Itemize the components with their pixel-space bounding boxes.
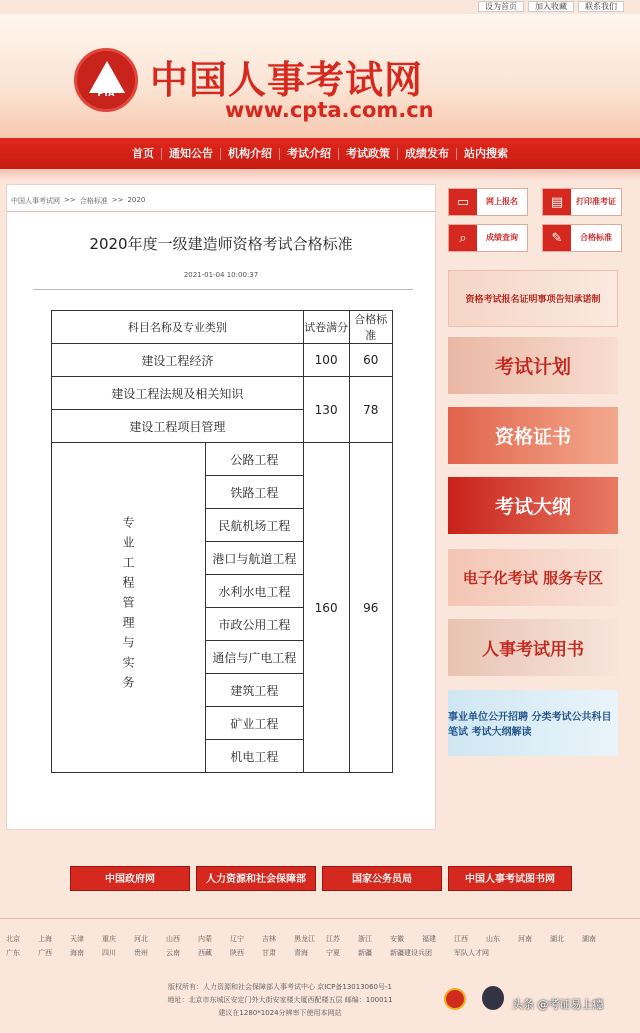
banner-exam-plan[interactable]: 考试计划 xyxy=(448,337,618,394)
banner-e-exam[interactable]: 电子化考试 服务专区 xyxy=(448,549,618,606)
table-row: 通信与广电工程 xyxy=(52,641,393,674)
nav-policy[interactable]: 考试政策 xyxy=(339,148,398,160)
table-row: 铁路工程 xyxy=(52,476,393,509)
pta-logo[interactable] xyxy=(74,48,138,112)
breadcrumb: 中国人事考试网 >> 合格标准 >> 2020 xyxy=(11,196,146,205)
banner-public-recruit[interactable]: 事业单位公开招聘 分类考试公共科目笔试 考试大纲解读 xyxy=(448,690,618,756)
header-pass-score: 合格标准 xyxy=(349,311,392,344)
banner-exam-books[interactable]: 人事考试用书 xyxy=(448,619,618,676)
nav-notices[interactable]: 通知公告 xyxy=(162,148,221,160)
nav-about[interactable]: 机构介绍 xyxy=(221,148,280,160)
monitor-icon: ▭ xyxy=(449,189,477,215)
table-row: 市政公用工程 xyxy=(52,608,393,641)
header-subject: 科目名称及专业类别 xyxy=(52,311,304,344)
table-row: 港口与航道工程 xyxy=(52,542,393,575)
police-badge-icon[interactable] xyxy=(482,986,504,1010)
site-header xyxy=(0,14,640,138)
province-links-row2: 广东 广西 海南 四川 贵州 云南 西藏 陕西 甘肃 青海 宁夏 新疆 新疆建设兵团 军队人才网 xyxy=(6,949,489,957)
table-row: 矿业工程 xyxy=(52,707,393,740)
watermark-text: 头条 @考证易上瘾 xyxy=(512,998,604,1011)
set-homepage-link[interactable]: 设为首页 xyxy=(478,1,524,12)
main-nav xyxy=(0,138,640,169)
footer-link-mohrss[interactable]: 人力资源和社会保障部 xyxy=(196,866,316,891)
top-utility-bar xyxy=(478,0,640,14)
score-query-button[interactable]: ⌕ 成绩查询 xyxy=(448,224,528,252)
quick-buttons-row2 xyxy=(448,224,622,252)
tools-icon: ✎ xyxy=(543,225,571,251)
table-row: 民航机场工程 xyxy=(52,509,393,542)
nav-scores[interactable]: 成绩发布 xyxy=(398,148,457,160)
banner-commitment[interactable]: 资格考试报名证明事项告知承诺制 xyxy=(448,270,618,327)
printer-icon: ▤ xyxy=(543,189,571,215)
article-panel xyxy=(6,184,436,830)
contact-link[interactable]: 联系我们 xyxy=(578,1,624,12)
banner-syllabus[interactable]: 考试大纲 xyxy=(448,477,618,534)
header-full-score: 试卷满分 xyxy=(303,311,349,344)
standards-table xyxy=(51,310,393,773)
table-header-row xyxy=(52,311,393,344)
logo-text: PTA xyxy=(97,89,115,98)
pass-standard-button[interactable]: ✎ 合格标准 xyxy=(542,224,622,252)
address-line: 地址：北京市东城区安定门外大街安家楼大厦西配楼五层 邮编：100011 xyxy=(167,996,393,1004)
add-favorite-link[interactable]: 加入收藏 xyxy=(528,1,574,12)
site-url: www.cpta.com.cn xyxy=(225,98,434,122)
table-row: 机电工程 xyxy=(52,740,393,773)
nav-search[interactable]: 站内搜索 xyxy=(464,146,508,160)
breadcrumb-home[interactable]: 中国人事考试网 xyxy=(11,197,60,205)
article-date: 2021-01-04 10:00:37 xyxy=(183,271,259,279)
emblem-icon[interactable] xyxy=(444,988,466,1010)
table-row: 建设工程项目管理 xyxy=(52,410,393,443)
footer-link-bookstore[interactable]: 中国人事考试图书网 xyxy=(448,866,572,891)
banner-certificate[interactable]: 资格证书 xyxy=(448,407,618,464)
breadcrumb-year[interactable]: 2020 xyxy=(127,196,146,204)
quick-buttons-row1 xyxy=(448,188,622,216)
resolution-note: 建议在1280*1024分辨率下使用本网站 xyxy=(218,1009,342,1017)
table-row: 建设工程经济 100 60 xyxy=(52,344,393,377)
table-row: 专业工程管理与实务 公路工程 160 96 xyxy=(52,443,393,476)
footer-link-gov[interactable]: 中国政府网 xyxy=(70,866,190,891)
province-links-row1: 北京 上海 天津 重庆 河北 山西 内蒙 辽宁 吉林 黑龙江 江苏 浙江 安徽 福建 江西 山东 河南 湖北 湖南 xyxy=(6,935,596,943)
search-icon: ⌕ xyxy=(449,225,477,251)
online-register-button[interactable]: ▭ 网上报名 xyxy=(448,188,528,216)
table-row: 水利水电工程 xyxy=(52,575,393,608)
footer-links xyxy=(70,866,572,891)
footer-link-civil-service[interactable]: 国家公务员局 xyxy=(322,866,442,891)
group-label-cell xyxy=(52,443,206,773)
breadcrumb-standards[interactable]: 合格标准 xyxy=(79,197,108,205)
copyright-line1: 版权所有：人力资源和社会保障部人事考试中心 京ICP备13013060号-1 xyxy=(167,983,392,991)
nav-exams[interactable]: 考试介绍 xyxy=(280,148,339,160)
table-row: 建设工程法规及相关知识 130 78 xyxy=(52,377,393,410)
article-title: 2020年度一级建造师资格考试合格标准 xyxy=(89,235,353,253)
site-name: 中国人事考试网 xyxy=(150,57,424,102)
nav-home[interactable]: 首页 xyxy=(125,148,162,160)
table-row: 建筑工程 xyxy=(52,674,393,707)
print-admission-button[interactable]: ▤ 打印准考证 xyxy=(542,188,622,216)
group-label: 专业工程管理与实务 xyxy=(121,516,135,696)
